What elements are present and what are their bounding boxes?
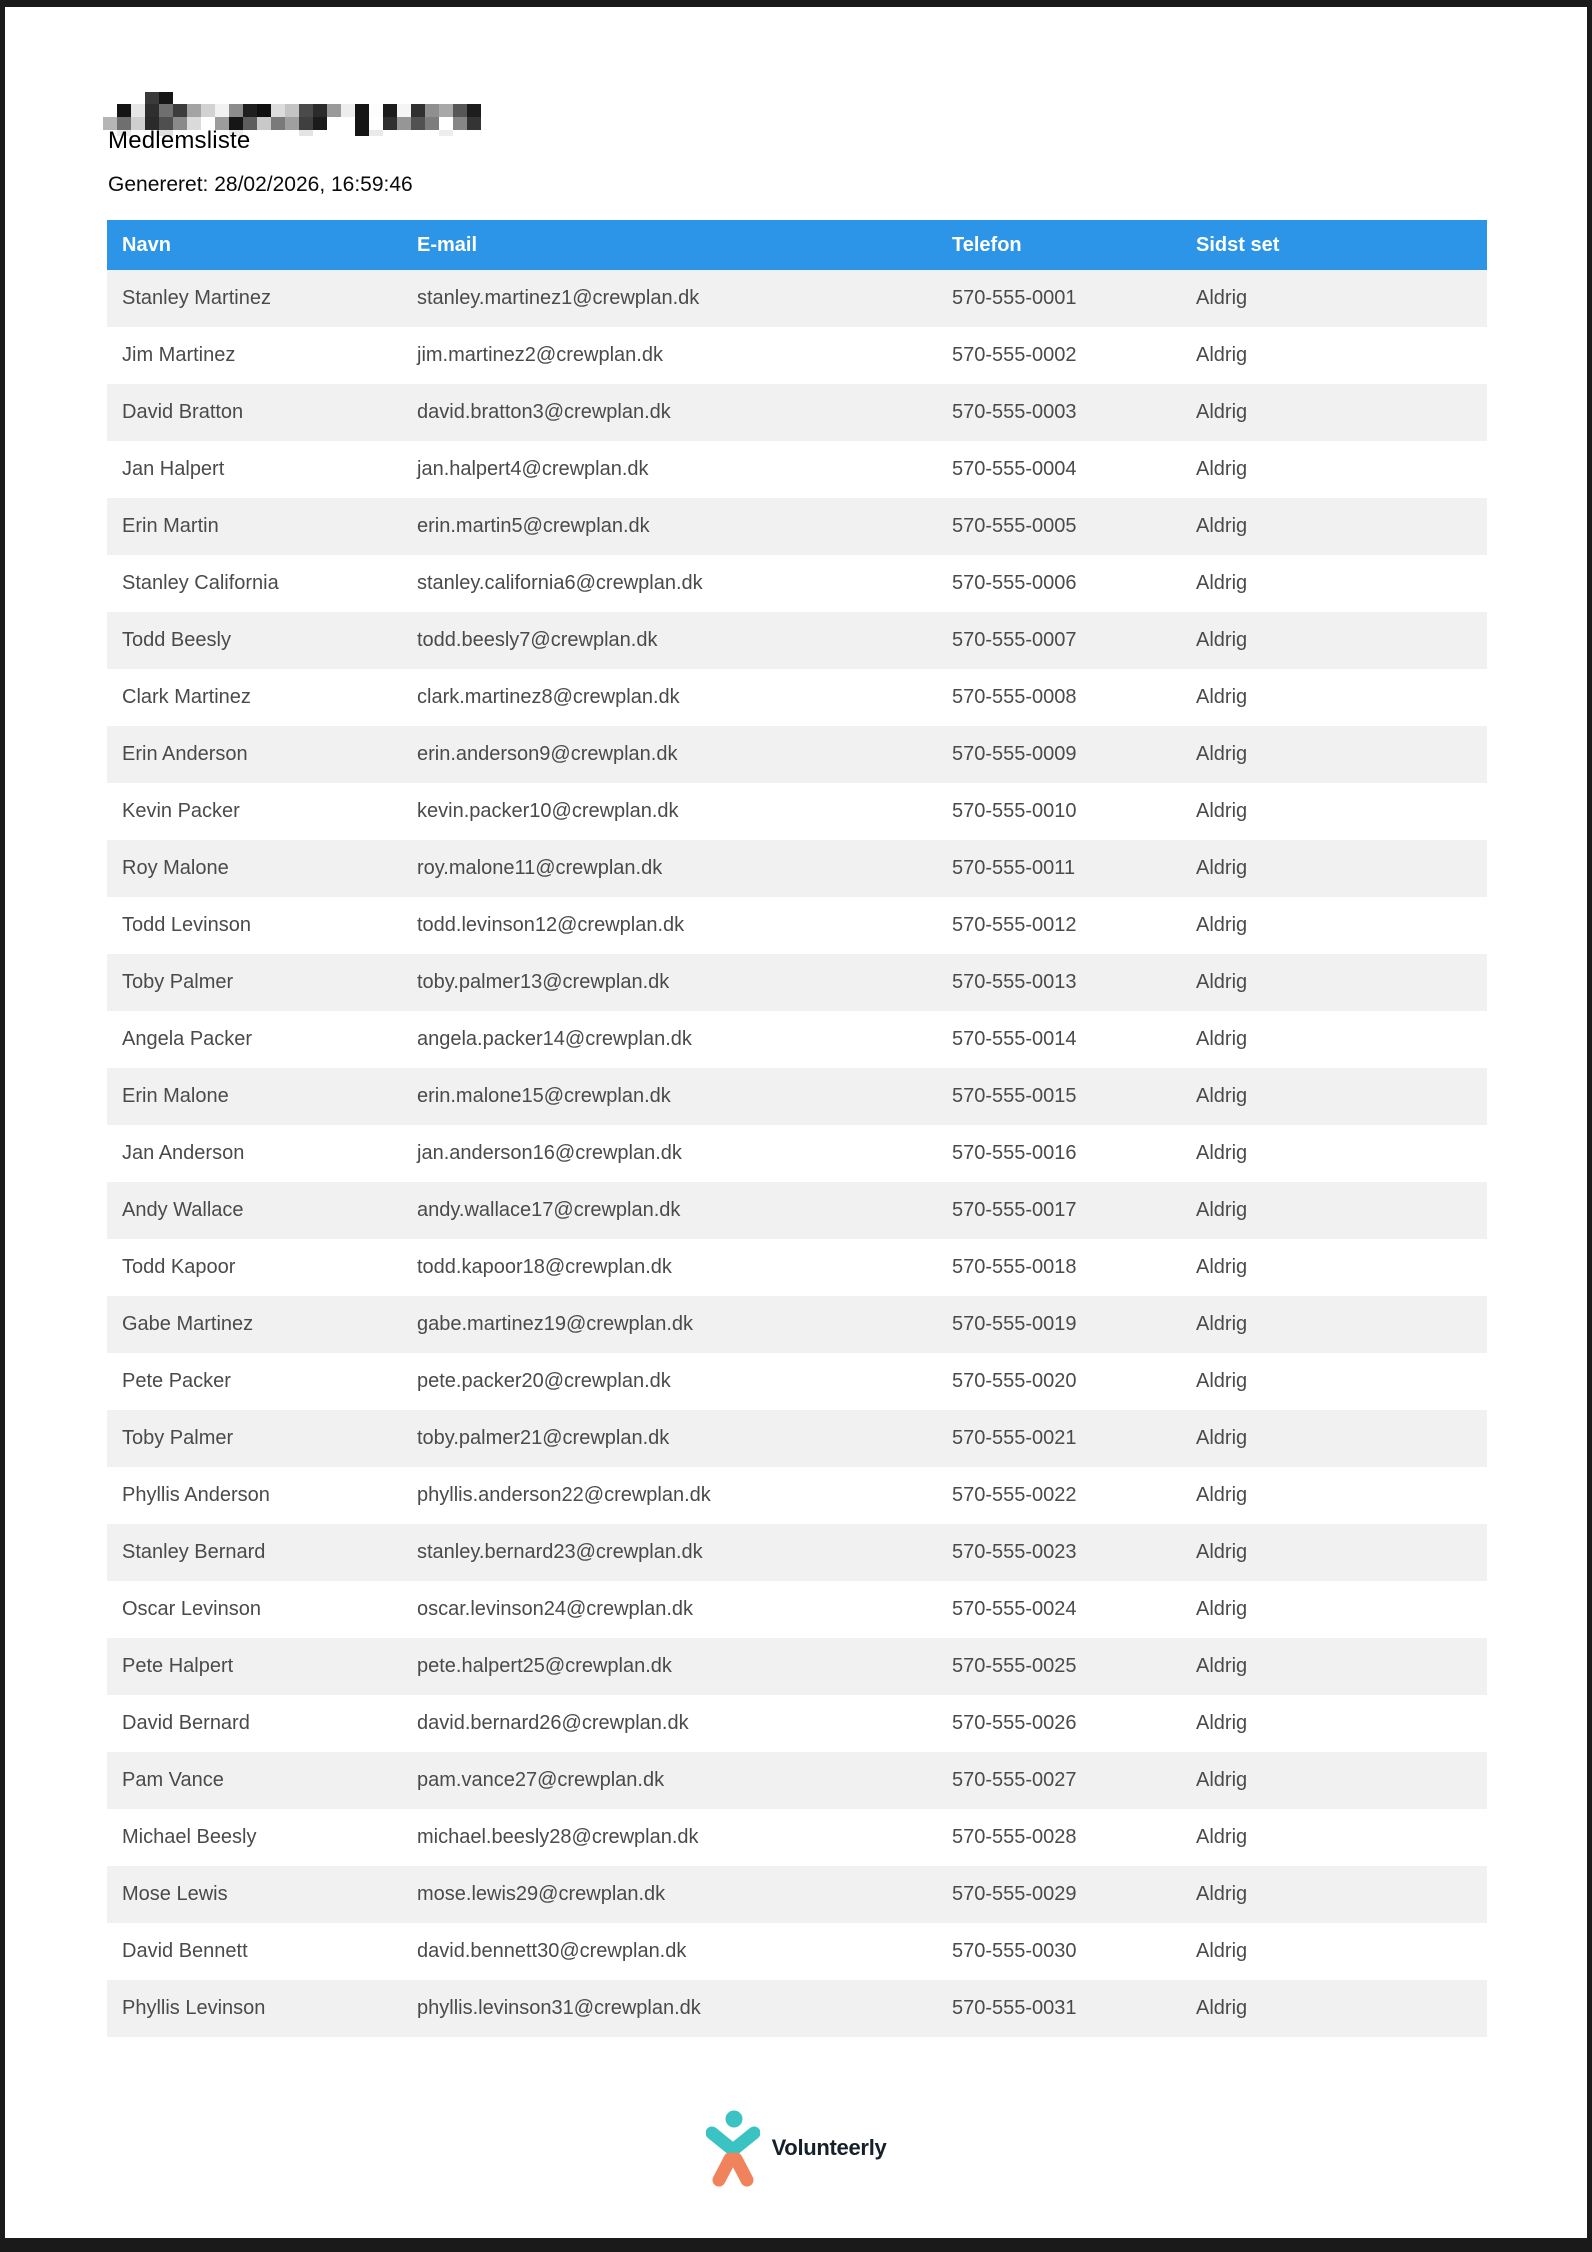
cell-email: erin.martin5@crewplan.dk — [417, 515, 650, 537]
cell-email: erin.anderson9@crewplan.dk — [417, 743, 678, 765]
cell-phone: 570-555-0023 — [952, 1541, 1077, 1563]
cell-last-seen: Aldrig — [1196, 1940, 1248, 1962]
cell-name: Roy Malone — [122, 857, 229, 879]
cell-name: Andy Wallace — [122, 1199, 244, 1221]
members-table — [107, 220, 1487, 2037]
cell-name: Todd Beesly — [122, 629, 231, 651]
cell-phone: 570-555-0026 — [952, 1712, 1077, 1734]
cell-name: David Bernard — [122, 1712, 250, 1734]
cell-phone: 570-555-0025 — [952, 1655, 1077, 1677]
cell-email: roy.malone11@crewplan.dk — [417, 857, 663, 879]
cell-phone: 570-555-0011 — [952, 857, 1076, 879]
cell-name: Pete Halpert — [122, 1655, 234, 1677]
table-row — [107, 384, 1487, 441]
cell-name: Mose Lewis — [122, 1883, 228, 1905]
cell-last-seen: Aldrig — [1196, 1655, 1248, 1677]
cell-email: phyllis.levinson31@crewplan.dk — [417, 1997, 701, 2019]
column-header-navn: Navn — [107, 220, 402, 270]
cell-phone: 570-555-0020 — [952, 1370, 1077, 1392]
cell-email: clark.martinez8@crewplan.dk — [417, 686, 680, 708]
cell-last-seen: Aldrig — [1196, 1313, 1248, 1335]
cell-email: david.bennett30@crewplan.dk — [417, 1940, 687, 1962]
cell-phone: 570-555-0024 — [952, 1598, 1077, 1620]
cell-email: toby.palmer21@crewplan.dk — [417, 1427, 670, 1449]
cell-email: gabe.martinez19@crewplan.dk — [417, 1313, 694, 1335]
cell-phone: 570-555-0003 — [952, 401, 1077, 423]
table-row — [107, 1068, 1487, 1125]
table-row — [107, 498, 1487, 555]
cell-last-seen: Aldrig — [1196, 971, 1248, 993]
cell-email: erin.malone15@crewplan.dk — [417, 1085, 671, 1107]
cell-phone: 570-555-0005 — [952, 515, 1077, 537]
column-header-sidst-set: Sidst set — [1181, 220, 1487, 270]
cell-phone: 570-555-0009 — [952, 743, 1077, 765]
volunteerly-logo-icon — [706, 2109, 760, 2187]
table-row — [107, 669, 1487, 726]
table-body — [107, 270, 1487, 2037]
cell-name: Todd Levinson — [122, 914, 251, 936]
cell-last-seen: Aldrig — [1196, 1199, 1248, 1221]
cell-phone: 570-555-0013 — [952, 971, 1077, 993]
table-row — [107, 1980, 1487, 2037]
cell-last-seen: Aldrig — [1196, 1883, 1248, 1905]
cell-name: Kevin Packer — [122, 800, 240, 822]
cell-phone: 570-555-0015 — [952, 1085, 1077, 1107]
cell-name: Jan Halpert — [122, 458, 225, 480]
cell-last-seen: Aldrig — [1196, 743, 1248, 765]
table-row — [107, 1866, 1487, 1923]
cell-phone: 570-555-0001 — [952, 287, 1077, 309]
cell-last-seen: Aldrig — [1196, 458, 1248, 480]
cell-last-seen: Aldrig — [1196, 1769, 1248, 1791]
table-header — [107, 220, 1487, 270]
table-row — [107, 1239, 1487, 1296]
cell-name: Stanley California — [122, 572, 279, 594]
table-row — [107, 270, 1487, 327]
cell-name: Pam Vance — [122, 1769, 224, 1791]
table-row — [107, 1581, 1487, 1638]
cell-email: todd.beesly7@crewplan.dk — [417, 629, 658, 651]
cell-phone: 570-555-0004 — [952, 458, 1077, 480]
cell-last-seen: Aldrig — [1196, 1598, 1248, 1620]
table-row — [107, 897, 1487, 954]
cell-last-seen: Aldrig — [1196, 515, 1248, 537]
table-row — [107, 1011, 1487, 1068]
cell-email: david.bernard26@crewplan.dk — [417, 1712, 689, 1734]
table-row — [107, 1809, 1487, 1866]
generated-timestamp: Genereret: 28/02/2026, 16:59:46 — [108, 173, 413, 196]
cell-last-seen: Aldrig — [1196, 572, 1248, 594]
cell-name: Angela Packer — [122, 1028, 253, 1050]
cell-last-seen: Aldrig — [1196, 1997, 1248, 2019]
cell-name: Oscar Levinson — [122, 1598, 261, 1620]
cell-last-seen: Aldrig — [1196, 800, 1248, 822]
cell-name: Erin Martin — [122, 515, 219, 537]
cell-email: jim.martinez2@crewplan.dk — [417, 344, 663, 366]
cell-name: Toby Palmer — [122, 971, 234, 993]
cell-email: stanley.martinez1@crewplan.dk — [417, 287, 700, 309]
table-row — [107, 1125, 1487, 1182]
table-row — [107, 1752, 1487, 1809]
cell-email: stanley.california6@crewplan.dk — [417, 572, 703, 594]
cell-email: david.bratton3@crewplan.dk — [417, 401, 671, 423]
cell-last-seen: Aldrig — [1196, 344, 1248, 366]
table-row — [107, 1638, 1487, 1695]
cell-last-seen: Aldrig — [1196, 1826, 1248, 1848]
cell-name: Phyllis Levinson — [122, 1997, 266, 2019]
cell-last-seen: Aldrig — [1196, 1484, 1248, 1506]
cell-phone: 570-555-0022 — [952, 1484, 1077, 1506]
table-row — [107, 840, 1487, 897]
cell-last-seen: Aldrig — [1196, 1541, 1248, 1563]
cell-phone: 570-555-0012 — [952, 914, 1077, 936]
cell-email: pete.halpert25@crewplan.dk — [417, 1655, 672, 1677]
cell-name: Clark Martinez — [122, 686, 251, 708]
cell-email: pam.vance27@crewplan.dk — [417, 1769, 665, 1791]
cell-email: mose.lewis29@crewplan.dk — [417, 1883, 666, 1905]
column-header-telefon: Telefon — [937, 220, 1181, 270]
cell-name: Pete Packer — [122, 1370, 231, 1392]
cell-phone: 570-555-0019 — [952, 1313, 1077, 1335]
cell-phone: 570-555-0029 — [952, 1883, 1077, 1905]
cell-last-seen: Aldrig — [1196, 1256, 1248, 1278]
cell-last-seen: Aldrig — [1196, 1427, 1248, 1449]
footer-brand — [0, 2103, 1592, 2193]
cell-email: angela.packer14@crewplan.dk — [417, 1028, 692, 1050]
cell-last-seen: Aldrig — [1196, 857, 1248, 879]
cell-name: Erin Anderson — [122, 743, 248, 765]
cell-name: Toby Palmer — [122, 1427, 234, 1449]
cell-name: Stanley Martinez — [122, 287, 271, 309]
cell-last-seen: Aldrig — [1196, 287, 1248, 309]
cell-phone: 570-555-0017 — [952, 1199, 1077, 1221]
cell-email: toby.palmer13@crewplan.dk — [417, 971, 670, 993]
cell-name: Jan Anderson — [122, 1142, 245, 1164]
cell-email: andy.wallace17@crewplan.dk — [417, 1199, 681, 1221]
cell-email: todd.kapoor18@crewplan.dk — [417, 1256, 672, 1278]
table-row — [107, 612, 1487, 669]
cell-phone: 570-555-0028 — [952, 1826, 1077, 1848]
cell-name: Jim Martinez — [122, 344, 236, 366]
cell-name: David Bennett — [122, 1940, 248, 1962]
cell-phone: 570-555-0006 — [952, 572, 1077, 594]
table-row — [107, 555, 1487, 612]
table-row — [107, 1353, 1487, 1410]
cell-phone: 570-555-0027 — [952, 1769, 1077, 1791]
cell-email: oscar.levinson24@crewplan.dk — [417, 1598, 694, 1620]
cell-last-seen: Aldrig — [1196, 1142, 1248, 1164]
cell-email: phyllis.anderson22@crewplan.dk — [417, 1484, 711, 1506]
cell-email: stanley.bernard23@crewplan.dk — [417, 1541, 703, 1563]
cell-name: Erin Malone — [122, 1085, 229, 1107]
cell-name: Michael Beesly — [122, 1826, 257, 1848]
cell-phone: 570-555-0021 — [952, 1427, 1077, 1449]
cell-email: michael.beesly28@crewplan.dk — [417, 1826, 699, 1848]
cell-phone: 570-555-0002 — [952, 344, 1077, 366]
cell-name: David Bratton — [122, 401, 244, 423]
cell-name: Stanley Bernard — [122, 1541, 266, 1563]
cell-last-seen: Aldrig — [1196, 1370, 1248, 1392]
table-row — [107, 1467, 1487, 1524]
table-row — [107, 726, 1487, 783]
brand-name: Volunteerly — [771, 2135, 887, 2160]
cell-last-seen: Aldrig — [1196, 686, 1248, 708]
cell-email: kevin.packer10@crewplan.dk — [417, 800, 679, 822]
table-row — [107, 1296, 1487, 1353]
cell-email: jan.halpert4@crewplan.dk — [417, 458, 649, 480]
table-row — [107, 954, 1487, 1011]
cell-phone: 570-555-0008 — [952, 686, 1077, 708]
column-header-email: E-mail — [402, 220, 937, 270]
cell-email: jan.anderson16@crewplan.dk — [417, 1142, 682, 1164]
table-row — [107, 441, 1487, 498]
cell-phone: 570-555-0016 — [952, 1142, 1077, 1164]
cell-phone: 570-555-0014 — [952, 1028, 1077, 1050]
cell-last-seen: Aldrig — [1196, 914, 1248, 936]
table-row — [107, 327, 1487, 384]
table-row — [107, 1410, 1487, 1467]
table-row — [107, 1923, 1487, 1980]
cell-last-seen: Aldrig — [1196, 629, 1248, 651]
cell-email: pete.packer20@crewplan.dk — [417, 1370, 671, 1392]
cell-phone: 570-555-0010 — [952, 800, 1077, 822]
cell-phone: 570-555-0007 — [952, 629, 1077, 651]
table-row — [107, 1182, 1487, 1239]
cell-last-seen: Aldrig — [1196, 1712, 1248, 1734]
table-row — [107, 783, 1487, 840]
cell-last-seen: Aldrig — [1196, 1028, 1248, 1050]
table-row — [107, 1524, 1487, 1581]
cell-phone: 570-555-0031 — [952, 1997, 1077, 2019]
cell-name: Phyllis Anderson — [122, 1484, 270, 1506]
cell-email: todd.levinson12@crewplan.dk — [417, 914, 685, 936]
table-row — [107, 1695, 1487, 1752]
cell-name: Todd Kapoor — [122, 1256, 236, 1278]
page-title: Medlemsliste — [108, 127, 251, 154]
cell-phone: 570-555-0018 — [952, 1256, 1077, 1278]
cell-last-seen: Aldrig — [1196, 1085, 1248, 1107]
cell-name: Gabe Martinez — [122, 1313, 254, 1335]
cell-phone: 570-555-0030 — [952, 1940, 1077, 1962]
cell-last-seen: Aldrig — [1196, 401, 1248, 423]
